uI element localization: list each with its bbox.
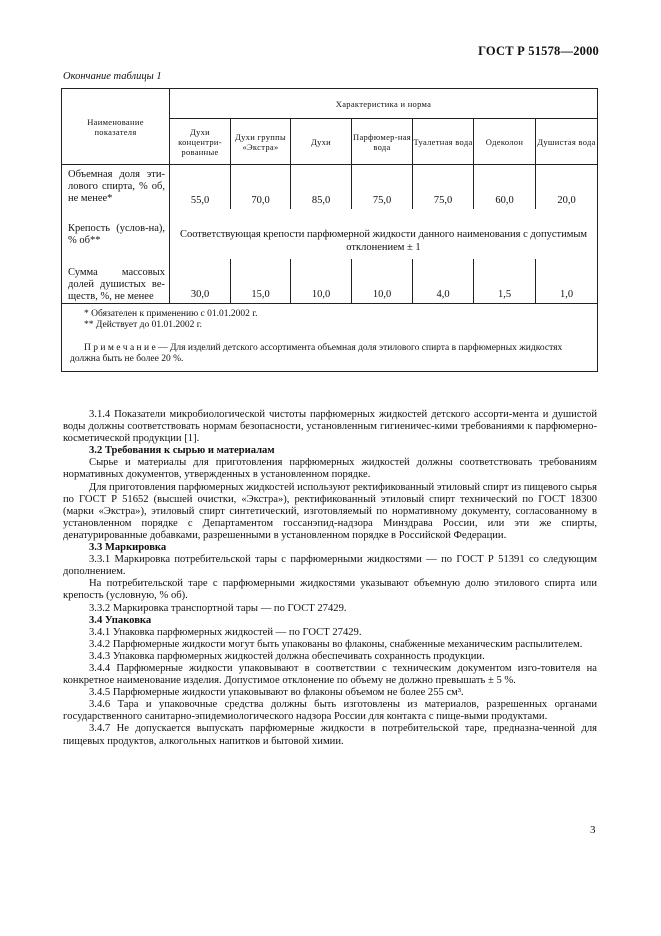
table-notes <box>62 303 598 371</box>
table-cell: 15,0 <box>231 259 291 304</box>
table-cell: 10,0 <box>291 259 352 304</box>
column-header: Душистая вода <box>536 119 598 165</box>
table-row <box>62 259 598 304</box>
paragraph: 3.4.4 Парфюмерные жидкости упаковывают в соответствии с техническим документом изго-товителя на конкретное наименование изделия. Допустимое отклонение по объему не должно превышать ± 5 %. <box>63 662 597 687</box>
column-header: Туалетная вода <box>413 119 474 165</box>
column-header: Духи группы «Экстра» <box>231 119 291 165</box>
row-label: Объемная доля эти-лового спирта, % об, не менее* <box>62 165 170 209</box>
table-cell: 55,0 <box>170 165 231 209</box>
row-label: Сумма массовых долей душистых ве-ществ, %, не менее <box>62 259 170 304</box>
table-cell: 1,5 <box>474 259 536 304</box>
note-label: П р и м е ч а н и е <box>84 342 156 353</box>
paragraph: Для приготовления парфюмерных жидкостей используют ректификованный этиловый спирт из пищевого сырья по ГОСТ Р 51652 (высшей очистки, «Экстра»), ректификованный этиловый спирт технический по ГОСТ 18300 (марки «Экстра»), этиловый спирт синтетический, изготовляемый по нормативному документу, согласованному в установленном порядке с Департаментом госсанэпид-надзора Минздрава России, или эти же спирты, денатурированные добавками, разрешенными в установленном порядке в Российской Федерации. <box>63 481 597 541</box>
table-caption: Окончание таблицы 1 <box>63 71 162 82</box>
footnote: ** Действует до 01.01.2002 г. <box>84 319 202 330</box>
paragraph: 3.3.2 Маркировка транспортной тары — по ГОСТ 27429. <box>89 602 347 614</box>
column-header: Одеколон <box>474 119 536 165</box>
table-cell: 75,0 <box>413 165 474 209</box>
page-number: 3 <box>590 824 596 836</box>
paragraph: 3.4.5 Парфюмерные жидкости упаковывают во флаконы объемом не более 255 см³. <box>89 687 464 699</box>
footnote: * Обязателен к применению с 01.01.2002 г. <box>84 308 258 319</box>
paragraph: 3.3.1 Маркировка потребительской тары с парфюмерными жидкостями — по ГОСТ Р 51391 со следующим дополнением. <box>63 554 597 578</box>
table-row <box>62 165 598 209</box>
paragraph: 3.4.6 Тара и упаковочные средства должны быть изготовлены из материалов, разрешенных органами государственного санитарно-эпидемиологического надзора России для контакта с пище-выми продуктами. <box>63 699 597 723</box>
table-cell: 75,0 <box>352 165 413 209</box>
paragraph: 3.4.3 Упаковка парфюмерных жидкостей должна обеспечивать сохранность продукции. <box>89 650 485 662</box>
group-header: Характеристика и норма <box>170 89 598 119</box>
table-cell: 60,0 <box>474 165 536 209</box>
paragraph: Сырье и материалы для приготовления парфюмерных жидкостей должны соответствовать требованиям нормативных документов, утвержденных в установленном порядке. <box>63 457 597 481</box>
section-heading: 3.4 Упаковка <box>89 614 152 626</box>
column-header: Духи <box>291 119 352 165</box>
body-text <box>63 409 597 748</box>
table-note <box>70 343 591 365</box>
note-text: — Для изделий детского ассортимента объемная доля этилового спирта в парфюмерных жидкостях должна быть не более 20 %. <box>70 342 563 364</box>
column-header: Духи концентри-рованные <box>170 119 231 165</box>
table-row <box>62 209 598 259</box>
paragraph: 3.4.1 Упаковка парфюмерных жидкостей — по ГОСТ 27429. <box>89 626 362 638</box>
section-heading: 3.3 Маркировка <box>89 542 167 554</box>
span-text-cell: Соответствующая крепости парфюмерной жидкости данного наименования с допустимым отклонением ± 1 <box>170 209 598 259</box>
document-standard-header: ГОСТ Р 51578—2000 <box>478 44 599 58</box>
paragraph: 3.4.2 Парфюмерные жидкости могут быть упакованы во флаконы, снабженные механическим распылителем. <box>89 638 583 650</box>
table-cell: 70,0 <box>231 165 291 209</box>
table-cell: 4,0 <box>413 259 474 304</box>
paragraph: На потребительской таре с парфюмерными жидкостями указывают объемную долю этилового спирта или крепость (условную, % об). <box>63 578 597 602</box>
row-label: Крепость (услов-на), % об** <box>62 209 170 259</box>
characteristics-table <box>61 88 598 372</box>
column-header-name: Наименование показателя <box>62 89 170 165</box>
section-heading: 3.2 Требования к сырью и материалам <box>89 445 275 457</box>
table-cell: 1,0 <box>536 259 598 304</box>
table-cell: 30,0 <box>170 259 231 304</box>
table-cell: 85,0 <box>291 165 352 209</box>
table-cell: 10,0 <box>352 259 413 304</box>
table-cell: 20,0 <box>536 165 598 209</box>
paragraph: 3.1.4 Показатели микробиологической чистоты парфюмерных жидкостей детского ассорти-мента и душистой воды должны соответствовать нормам безопасности, установленным гигиеничес-кими требованиями к парфюмерно-косметической продукции [1]. <box>63 409 597 445</box>
column-header: Парфюмер-ная вода <box>352 119 413 165</box>
paragraph: 3.4.7 Не допускается выпускать парфюмерные жидкости в потребительской таре, предназна-ченной для пищевых продуктов, алкогольных напитков и бытовой химии. <box>63 723 597 747</box>
